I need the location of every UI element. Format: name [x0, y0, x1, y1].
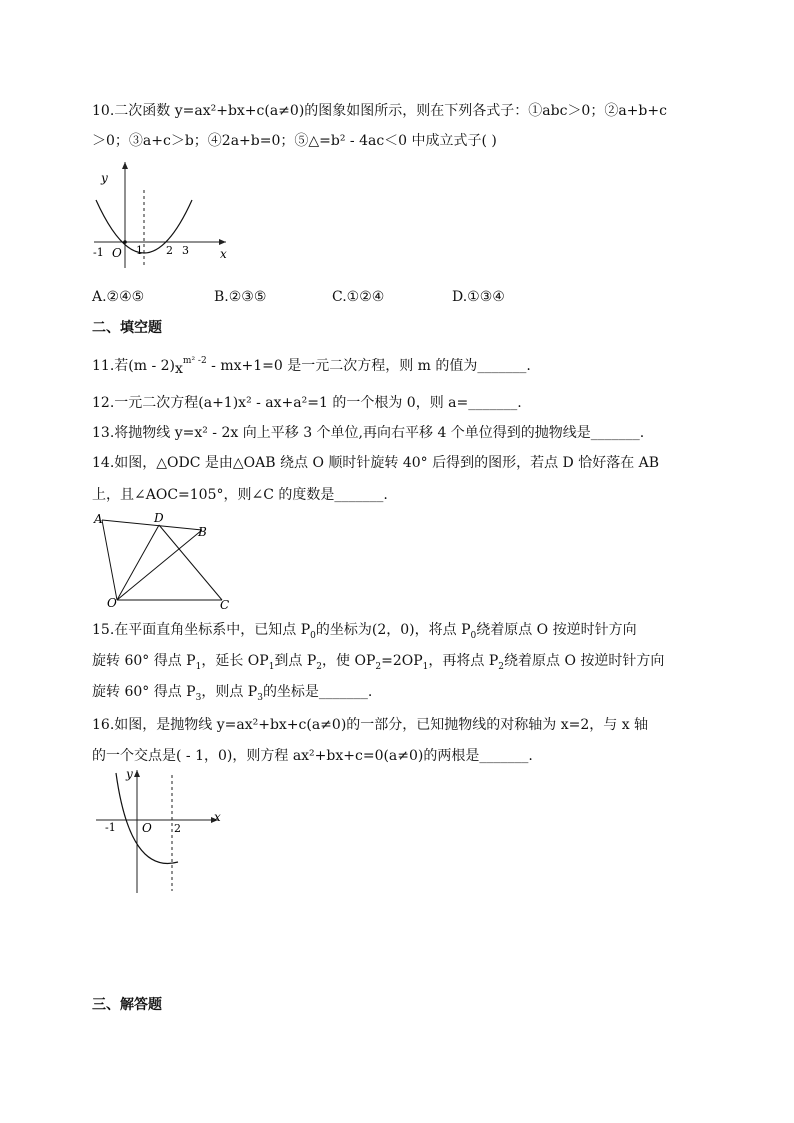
- q11-part-b: - mx+1=0 是一元二次方程，则 m 的值为_______.: [206, 358, 531, 374]
- q10-choices: [92, 287, 505, 307]
- q15-l1-a: 15.在平面直角坐标系中，已知点 P: [92, 622, 311, 638]
- q13-text: 13.将抛物线 y=x² - 2x 向上平移 3 个单位,再向右平移 4 个单位得到的抛物线是_______.: [92, 425, 645, 441]
- q15-l1-c: 绕着原点 O 按逆时针方向: [476, 622, 637, 638]
- q14-line-2: 上，且∠AOC=105°，则∠C 的度数是_______.: [92, 487, 388, 503]
- q10-fig-tick-neg1: -1: [93, 246, 104, 259]
- q15-line-2: [92, 651, 664, 677]
- q15-l1-sub: 0: [310, 630, 316, 641]
- q15-l2-sub6: 2: [498, 661, 505, 672]
- q15-l2-e: =2OP: [381, 653, 423, 669]
- q11-exponent: m² -2: [182, 356, 207, 366]
- q14-fig-label-a: A: [94, 512, 103, 526]
- q14-line-1: 14.如图，△ODC 是由△OAB 绕点 O 顺时针旋转 40° 后得到的图形，若点 D 恰好落在 AB: [92, 455, 660, 471]
- q11-text: [92, 356, 531, 378]
- q10-fig-origin: O: [112, 246, 122, 260]
- q14-fig-label-o: O: [107, 596, 117, 610]
- q15-l2-b: ，延长 OP: [201, 653, 269, 669]
- q10-choice-b: B.②③⑤: [214, 289, 267, 305]
- q10-fig-tick-3: 3: [182, 244, 189, 257]
- q15-l2-g: 绕着原点 O 按逆时针方向: [504, 653, 665, 669]
- q12-text: 12.一元二次方程(a+1)x² - ax+a²=1 的一个根为 0，则 a=_______.: [92, 395, 522, 411]
- q15-line-3: [92, 682, 372, 708]
- q10-fig-x-label: x: [220, 247, 227, 261]
- q15-l2-a: 旋转 60° 得点 P: [92, 653, 196, 669]
- q15-l3-sub: 3: [195, 692, 202, 703]
- q15-l2-f: ，再将点 P: [428, 653, 499, 669]
- q16-parabola-figure: [92, 765, 227, 897]
- q15-l3-sub2: 3: [257, 692, 263, 703]
- q15-l3-a: 旋转 60° 得点 P: [92, 684, 196, 700]
- q10-choice-d: D.①③④: [452, 289, 505, 305]
- section-3-heading: 三、解答题: [92, 997, 162, 1013]
- q10-line-2: ＞0；③a+c＞b；④2a+b=0；⑤△=b² - 4ac＜0 中成立式子( ): [92, 133, 497, 149]
- q16-fig-origin: O: [142, 821, 152, 835]
- q10-parabola-figure: [92, 160, 232, 272]
- q10-fig-tick-1: 1: [136, 244, 143, 257]
- q10-fig-tick-2: 2: [166, 244, 173, 257]
- q15-l2-c: 到点 P: [274, 653, 317, 669]
- q16-fig-tick-neg1: -1: [105, 821, 116, 834]
- q16-fig-x-label: x: [214, 810, 221, 824]
- q15-l1-sub2: 0: [470, 630, 477, 641]
- q11-part-a: 11.若(m - 2): [92, 358, 176, 374]
- q16-line-2: 的一个交点是( - 1，0)，则方程 ax²+bx+c=0(a≠0)的两根是_______.: [92, 748, 533, 764]
- q11-var-x: x: [175, 361, 183, 377]
- q10-line-1: 10.二次函数 y=ax²+bx+c(a≠0)的图象如图所示，则在下列各式子：①abc＞0；②a+b+c: [92, 103, 667, 119]
- q16-fig-tick-2: 2: [174, 822, 181, 835]
- q15-l2-d: ，使 OP: [322, 653, 376, 669]
- q15-line-1: [92, 620, 637, 646]
- q15-l2-sub2: 1: [268, 661, 275, 672]
- q15-l3-c: 的坐标是_______.: [262, 684, 373, 700]
- q15-l2-sub3: 2: [316, 661, 323, 672]
- q15-l2-sub: 1: [195, 661, 202, 672]
- q15-l3-b: ，则点 P: [201, 684, 258, 700]
- q15-l1-b: 的坐标为(2，0)，将点 P: [315, 622, 471, 638]
- q15-l2-sub5: 1: [422, 661, 429, 672]
- q14-fig-label-b: B: [198, 525, 207, 539]
- q14-rotation-figure: [92, 510, 237, 612]
- q15-l2-sub4: 2: [375, 661, 382, 672]
- q10-choice-a: A.②④⑤: [92, 289, 145, 305]
- q10-choice-c: C.①②④: [332, 289, 385, 305]
- section-2-heading: 二、填空题: [92, 320, 162, 336]
- q16-fig-y-label: y: [126, 767, 133, 781]
- q16-line-1: 16.如图，是抛物线 y=ax²+bx+c(a≠0)的一部分，已知抛物线的对称轴为 x=2，与 x 轴: [92, 717, 649, 733]
- q10-fig-y-label: y: [101, 171, 108, 185]
- q14-fig-label-c: C: [220, 598, 230, 612]
- q14-fig-label-d: D: [154, 511, 164, 525]
